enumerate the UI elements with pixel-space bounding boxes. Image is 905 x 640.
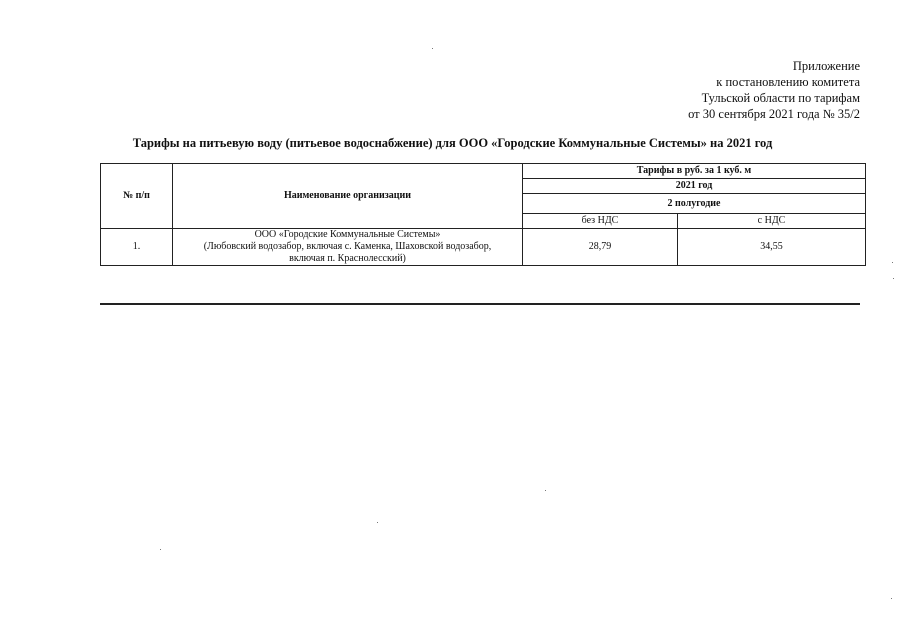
header-number: № п/п [101, 164, 173, 229]
appendix-block [688, 58, 860, 122]
scan-speck [432, 48, 433, 49]
appendix-line: Приложение [792, 59, 860, 73]
appendix-line: от 30 сентября 2021 года № 35/2 [688, 107, 860, 121]
scan-speck [892, 262, 893, 263]
scan-speck [891, 598, 892, 599]
scan-speck [893, 278, 894, 279]
cell-with-vat: 34,55 [678, 229, 866, 266]
appendix-line: к постановлению комитета [716, 75, 860, 89]
scan-speck [160, 549, 161, 550]
bottom-rule [100, 303, 860, 305]
cell-org-name [173, 229, 523, 266]
org-name-line: ООО «Городские Коммунальные Системы» [254, 229, 441, 240]
header-year: 2021 год [523, 179, 866, 194]
document-title: Тарифы на питьевую воду (питьевое водоснабжение) для ООО «Городские Коммунальные Системы» на 2021 год [132, 136, 773, 150]
scan-speck [377, 522, 378, 523]
org-name-line: включая п. Краснолесский) [289, 253, 406, 264]
appendix-line: Тульской области по тарифам [701, 91, 860, 105]
header-tariffs: Тарифы в руб. за 1 куб. м [523, 164, 866, 179]
table-row [101, 229, 866, 266]
scan-speck [545, 490, 546, 491]
cell-number: 1. [101, 229, 173, 266]
header-half: 2 полугодие [523, 194, 866, 214]
header-without-vat: без НДС [523, 214, 678, 229]
tariff-table [100, 163, 866, 266]
cell-without-vat: 28,79 [523, 229, 678, 266]
header-with-vat: с НДС [678, 214, 866, 229]
header-org-name: Наименование организации [173, 164, 523, 229]
org-name-line: (Любовский водозабор, включая с. Каменка, Шаховской водозабор, [203, 241, 492, 252]
